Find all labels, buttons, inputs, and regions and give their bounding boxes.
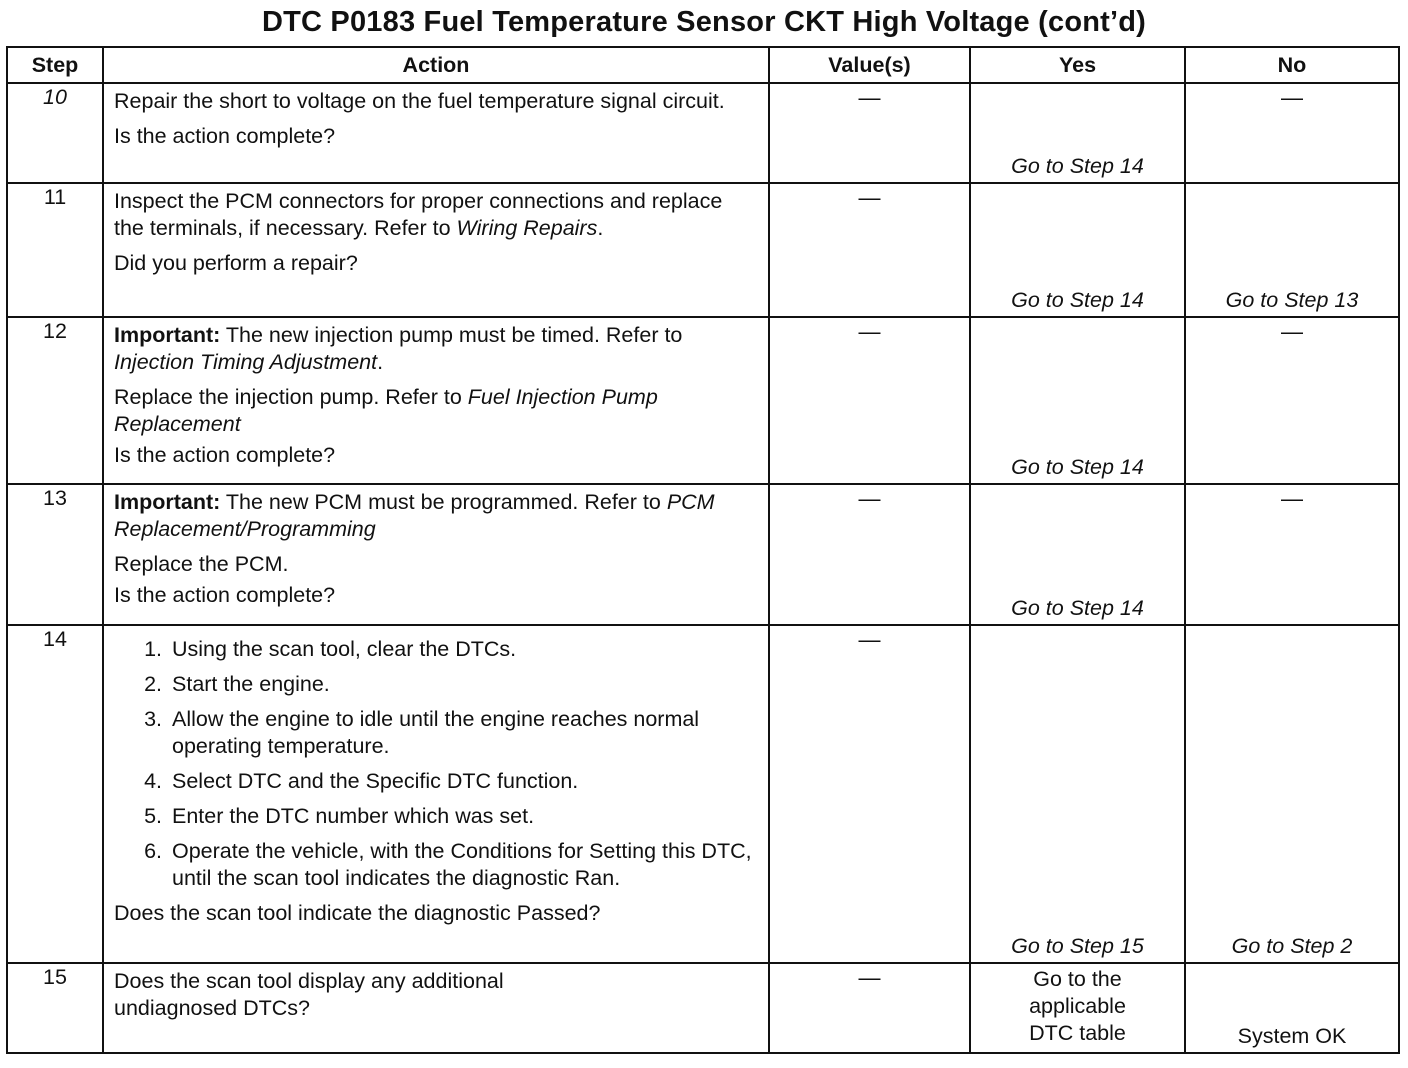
value-cell: — — [769, 484, 970, 624]
header-no: No — [1185, 47, 1399, 83]
important-note: Important: The new PCM must be programmed. Refer to PCM Replacement/Programming — [114, 490, 715, 542]
yes-result: Go to the applicable DTC table — [1029, 966, 1126, 1045]
yes-cell — [970, 317, 1185, 485]
action-cell — [103, 484, 769, 624]
page-title: DTC P0183 Fuel Temperature Sensor CKT High Voltage (cont’d) — [261, 6, 1147, 38]
action-text: Replace the injection pump. Refer to Fuel Injection Pump Replacement — [114, 384, 658, 436]
action-cell — [103, 183, 769, 316]
value-cell: — — [769, 625, 970, 963]
no-cell — [1185, 625, 1399, 963]
list-item: 2. Start the engine. — [168, 671, 758, 698]
yes-cell — [970, 484, 1185, 624]
diagnostic-table — [6, 46, 1400, 1054]
no-result: Go to Step 2 — [1231, 933, 1353, 958]
reference-link: Fuel Injection Pump Replacement — [114, 384, 658, 436]
no-cell: — — [1185, 317, 1399, 485]
table-row — [7, 317, 1399, 485]
action-cell — [103, 317, 769, 485]
procedure-list — [114, 636, 758, 892]
value-cell: — — [769, 317, 970, 485]
reference-link: PCM Replacement/Programming — [114, 490, 715, 542]
header-step: Step — [7, 47, 103, 83]
step-number: 12 — [7, 317, 103, 485]
action-question: Is the action complete? — [114, 124, 336, 148]
no-cell: — — [1185, 83, 1399, 183]
list-item: 3. Allow the engine to idle until the engine reaches normal operating temperature. — [168, 706, 758, 760]
table-row — [7, 625, 1399, 963]
yes-result: Go to Step 14 — [1011, 287, 1144, 312]
step-number: 13 — [7, 484, 103, 624]
yes-result: Go to Step 14 — [1011, 595, 1144, 620]
table-row — [7, 963, 1399, 1053]
list-item: 4. Select DTC and the Specific DTC function. — [168, 768, 758, 795]
table-row — [7, 484, 1399, 624]
action-question: Does the scan tool indicate the diagnostic Passed? — [114, 900, 601, 925]
step-number: 11 — [7, 183, 103, 316]
no-cell — [1185, 183, 1399, 316]
table-row — [7, 183, 1399, 316]
action-question: Is the action complete? — [114, 442, 336, 467]
list-item: 5. Enter the DTC number which was set. — [168, 803, 758, 830]
reference-link: Injection Timing Adjustment — [114, 349, 378, 374]
yes-result: Go to Step 14 — [1011, 455, 1144, 480]
no-result: System OK — [1237, 1024, 1347, 1048]
step-number: 14 — [7, 625, 103, 963]
action-cell — [103, 963, 769, 1053]
no-cell: — — [1185, 484, 1399, 624]
yes-cell — [970, 963, 1185, 1053]
value-cell: — — [769, 963, 970, 1053]
action-cell — [103, 83, 769, 183]
action-cell — [103, 625, 769, 963]
value-cell: — — [769, 83, 970, 183]
action-text: Replace the PCM. — [114, 552, 289, 577]
step-number: 10 — [7, 83, 103, 183]
list-item: 1. Using the scan tool, clear the DTCs. — [168, 636, 758, 663]
yes-result: Go to Step 14 — [1011, 154, 1144, 179]
action-text: Inspect the PCM connectors for proper connections and replace the terminals, if necessary. Refer to Wiring Repairs. — [114, 189, 723, 241]
action-text: Does the scan tool display any additional undiagnosed DTCs? — [114, 968, 504, 1020]
no-cell — [1185, 963, 1399, 1053]
table-header-row — [7, 47, 1399, 83]
action-question: Did you perform a repair? — [114, 251, 358, 276]
value-cell: — — [769, 183, 970, 316]
yes-result: Go to Step 15 — [1011, 933, 1144, 958]
action-text: Repair the short to voltage on the fuel temperature signal circuit. — [114, 89, 725, 113]
important-note: Important: The new injection pump must be timed. Refer to Injection Timing Adjustment. — [114, 322, 683, 374]
step-number: 15 — [7, 963, 103, 1053]
no-result: Go to Step 13 — [1225, 287, 1359, 312]
yes-cell — [970, 83, 1185, 183]
header-action: Action — [103, 47, 769, 83]
yes-cell — [970, 183, 1185, 316]
yes-cell — [970, 625, 1185, 963]
header-yes: Yes — [970, 47, 1185, 83]
list-item: 6. Operate the vehicle, with the Conditions for Setting this DTC, until the scan tool indicates the diagnostic Ran. — [168, 838, 758, 892]
reference-link: Wiring Repairs — [456, 216, 598, 241]
action-question: Is the action complete? — [114, 583, 336, 608]
table-row — [7, 83, 1399, 183]
header-values: Value(s) — [769, 47, 970, 83]
